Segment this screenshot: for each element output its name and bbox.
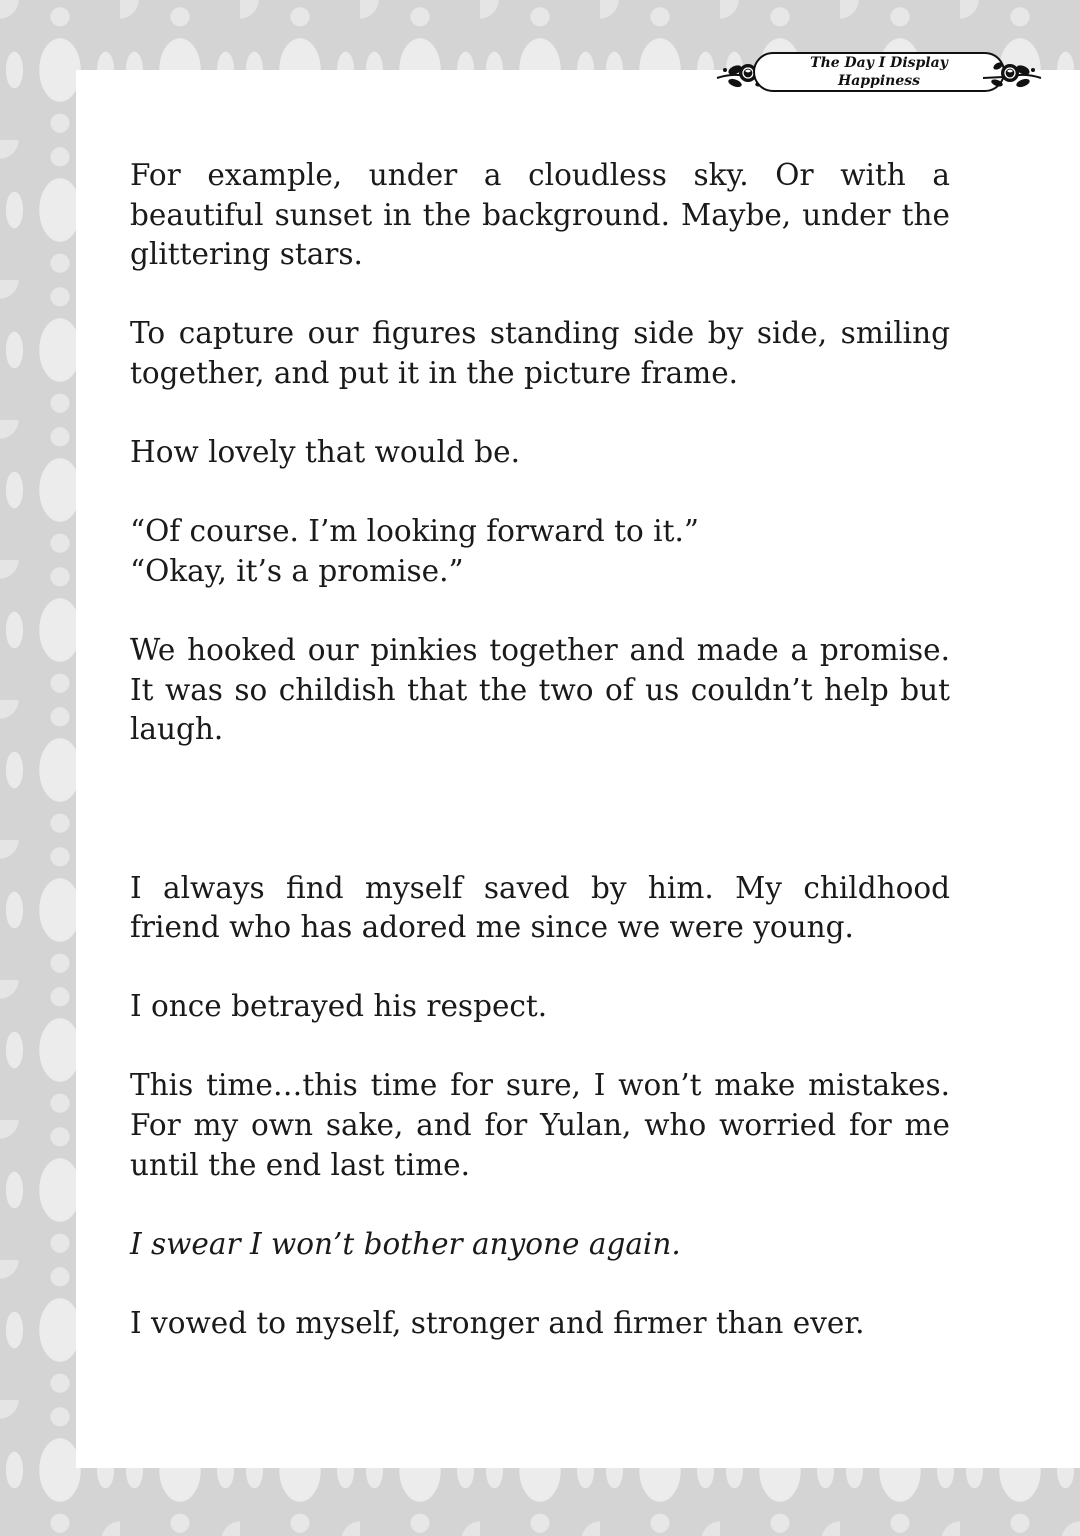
paragraph: For example, under a cloudless sky. Or with a beautiful sunset in the background. Maybe, under the glittering stars.: [130, 158, 950, 272]
paragraph: This time…this time for sure, I won’t make mistakes. For my own sake, and for Yulan, who worried for me until the end last time.: [130, 1068, 950, 1182]
paragraph: I vowed to myself, stronger and firmer than ever.: [130, 1306, 865, 1341]
paragraph: To capture our figures standing side by side, smiling together, and put it in the picture frame.: [130, 316, 950, 390]
paragraph: How lovely that would be.: [130, 435, 521, 470]
paragraph: [130, 1225, 950, 1265]
dialogue-line: “Okay, it’s a promise.”: [130, 553, 464, 588]
body-text: [130, 156, 950, 1383]
chapter-header-badge: [715, 50, 1043, 98]
paragraph: I always find myself saved by him. My childhood friend who has adored me since we were young.: [130, 870, 950, 945]
header-title-line2: Happiness: [837, 73, 921, 89]
header-title-plate: [753, 52, 1005, 92]
header-title-line1: The Day I Display: [810, 55, 948, 71]
paragraph: I once betrayed his respect.: [130, 989, 548, 1024]
italic-thought: I swear I won’t bother anyone again.: [130, 1226, 681, 1261]
paragraph: We hooked our pinkies together and made a promise. It was so childish that the two of us couldn’t help but laugh.: [130, 633, 950, 747]
rose-ornament-icon: [981, 56, 1043, 92]
dialogue-line: “Of course. I’m looking forward to it.”: [130, 514, 699, 549]
scene-break: [130, 790, 950, 869]
